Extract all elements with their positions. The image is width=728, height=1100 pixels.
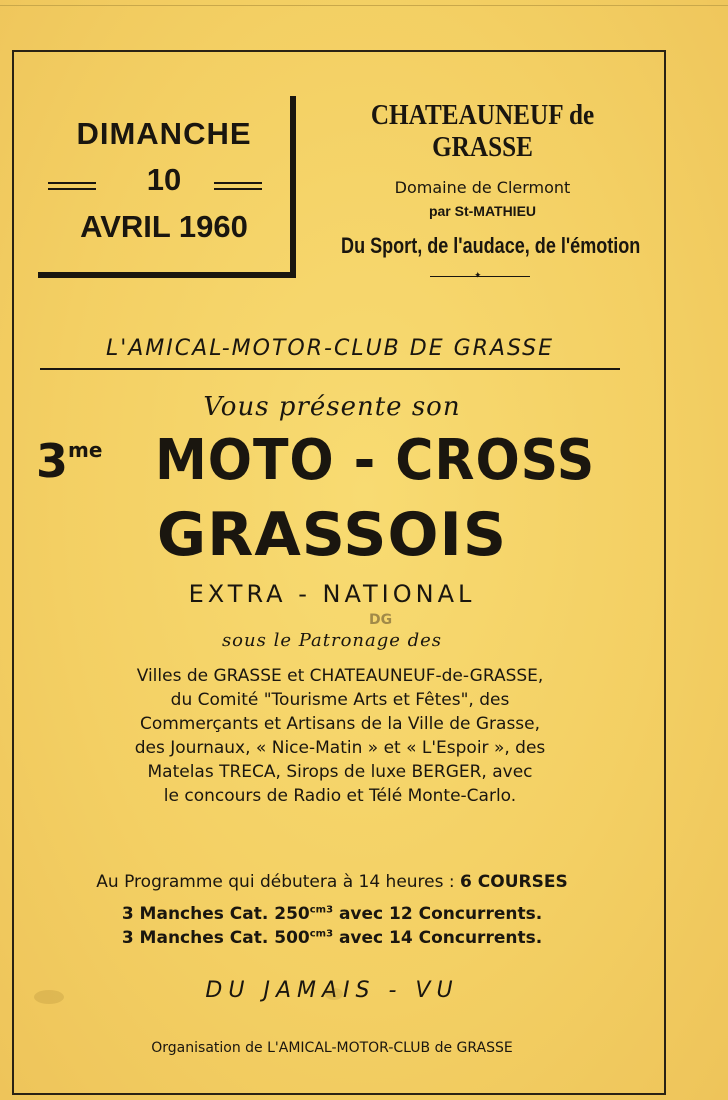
sponsor-line: Matelas TRECA, Sirops de luxe BERGER, avec xyxy=(147,762,533,782)
event-title-line2: GRASSOIS xyxy=(156,500,508,570)
location-domain: Domaine de Clermont xyxy=(394,178,571,197)
programme-intro xyxy=(0,872,664,892)
date-day-name: DIMANCHE xyxy=(76,116,252,151)
programme-intro-text: Au Programme qui débutera à 14 heures : xyxy=(96,872,455,892)
location-town: CHATEAUNEUF de GRASSE xyxy=(370,100,595,163)
sponsor-line: Commerçants et Artisans de la Ville de Grasse, xyxy=(139,714,541,734)
date-day-number: 10 xyxy=(146,162,182,197)
organisation-line: Organisation de L'AMICAL-MOTOR-CLUB de GRASSE xyxy=(151,1040,513,1056)
frame-border-right xyxy=(664,50,666,1095)
patronage-label: sous le Patronage des xyxy=(221,630,443,651)
ornament-icon: ✦ xyxy=(474,271,482,281)
stain-mark xyxy=(34,990,64,1004)
tagline: DU JAMAIS - VU xyxy=(205,978,459,1003)
edition-digit: 3 xyxy=(36,434,69,488)
location-block xyxy=(310,96,655,259)
sponsor-line: du Comité "Tourisme Arts et Fêtes", des xyxy=(170,690,510,710)
sponsor-line: des Journaux, « Nice-Matin » et « L'Espoir », des xyxy=(134,738,546,758)
date-month-year: AVRIL 1960 xyxy=(80,209,248,244)
sponsor-line: Villes de GRASSE et CHATEAUNEUF-de-GRASSE, xyxy=(136,666,544,686)
club-underline xyxy=(40,368,620,370)
location-via: par St-MATHIEU xyxy=(428,203,537,219)
location-slogan: Du Sport, de l'audace, de l'émotion xyxy=(341,233,641,258)
date-dash-right xyxy=(214,182,262,190)
frame-border-top xyxy=(12,50,666,52)
race-250-suffix: avec 12 Concurrents. xyxy=(333,904,543,924)
race-250-unit: cm3 xyxy=(309,904,334,916)
sponsors-list xyxy=(110,664,570,808)
race-500-suffix: avec 14 Concurrents. xyxy=(333,928,543,948)
event-title-line1: MOTO - CROSS xyxy=(155,428,596,493)
presents-line: Vous présente son xyxy=(203,392,461,422)
programme-courses: 6 COURSES xyxy=(460,872,568,892)
frame-border-bottom xyxy=(12,1093,666,1095)
edition-suffix: me xyxy=(68,438,103,462)
club-name: L'AMICAL-MOTOR-CLUB DE GRASSE xyxy=(105,336,555,361)
sponsor-line: le concours de Radio et Télé Monte-Carlo. xyxy=(163,786,517,806)
race-500-unit: cm3 xyxy=(309,928,334,940)
date-box xyxy=(38,96,296,278)
race-500 xyxy=(0,928,664,948)
race-250-prefix: 3 Manches Cat. 250 xyxy=(121,904,310,924)
watermark-stamp: DG xyxy=(369,612,393,628)
event-category: EXTRA - NATIONAL xyxy=(188,580,476,608)
race-250 xyxy=(0,904,664,924)
race-500-prefix: 3 Manches Cat. 500 xyxy=(121,928,310,948)
edition-number xyxy=(36,434,102,488)
stain-mark xyxy=(325,988,343,1000)
page-edge-line xyxy=(0,5,728,6)
